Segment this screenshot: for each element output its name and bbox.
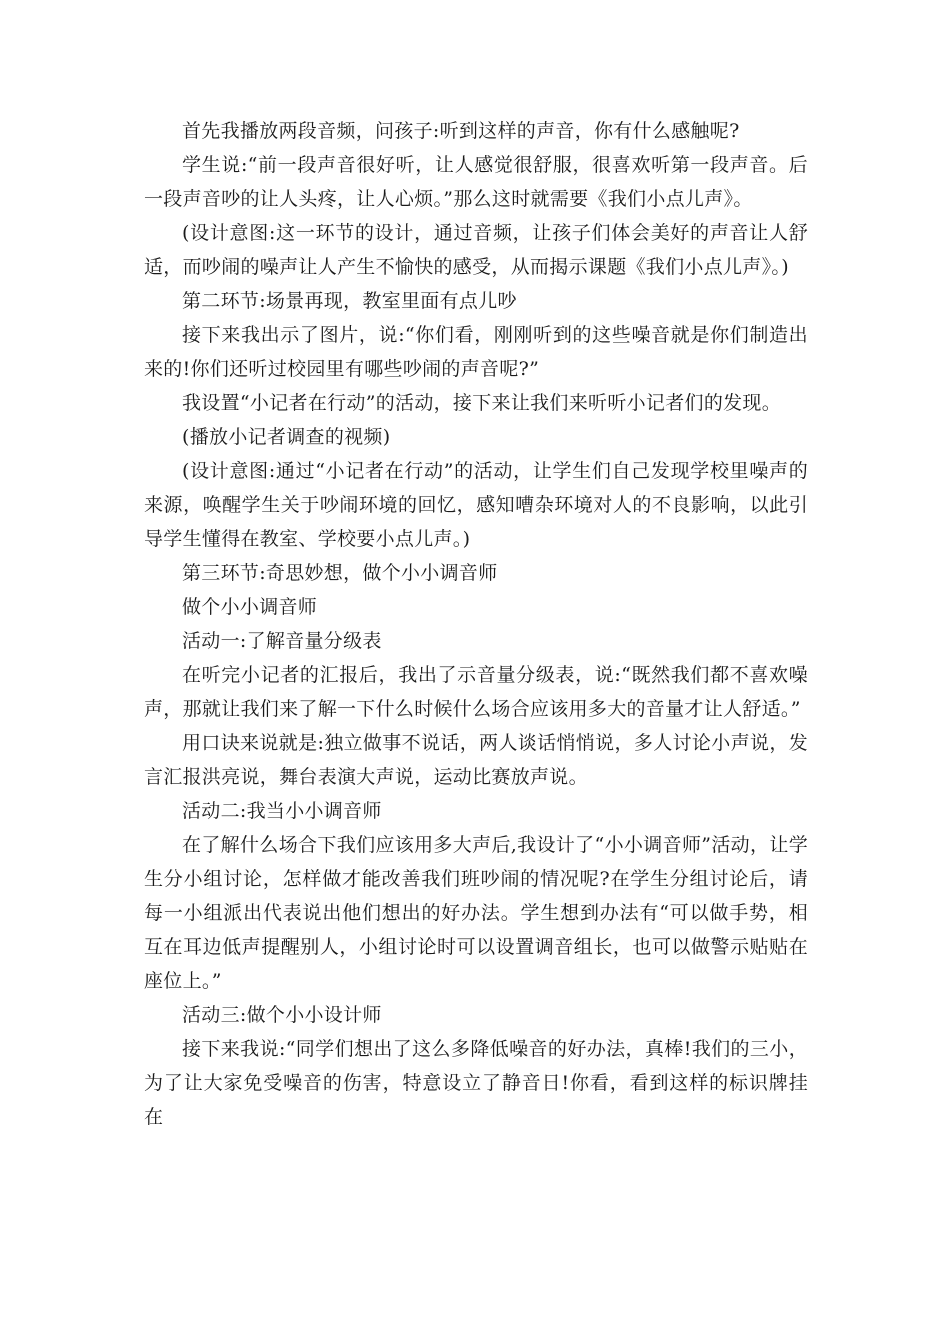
paragraph: (播放小记者调查的视频) [182, 426, 391, 448]
paragraph: 接下来我出示了图片，说:“你们看，刚刚听到的这些噪音就是你们制造出来的!你们还听过校园里有哪些吵闹的声音呢?” [144, 324, 808, 380]
paragraph: 在了解什么场合下我们应该用多大声后,我设计了“小小调音师”活动，让学生分小组讨论，怎样做才能改善我们班吵闹的情况呢?在学生分组讨论后，请每一小组派出代表说出他们想出的好办法。学生想到办法有“可以做手势，相互在耳边低声提醒别人，小组讨论时可以设置调音组长，也可以做警示贴贴在座位上。” [144, 834, 808, 992]
section-heading: 第三环节:奇思妙想，做个小小调音师 [182, 562, 498, 584]
paragraph: 接下来我说:“同学们想出了这么多降低噪音的好办法，真棒!我们的三小，为了让大家免受噪音的伤害，特意设立了静音日!你看，看到这样的标识牌挂在 [144, 1038, 808, 1128]
paragraph: 在听完小记者的汇报后，我出了示音量分级表，说:“既然我们都不喜欢噪声，那就让我们来了解一下什么时候什么场合应该用多大的音量才让人舒适。” [144, 664, 808, 720]
paragraph: 首先我播放两段音频，问孩子:听到这样的声音，你有什么感触呢? [182, 120, 740, 142]
activity-heading: 活动三:做个小小设计师 [182, 1004, 382, 1026]
paragraph: (设计意图:这一环节的设计，通过音频，让孩子们体会美好的声音让人舒适，而吵闹的噪声让人产生不愉快的感受，从而揭示课题《我们小点儿声》。) [144, 222, 808, 278]
paragraph: 用口诀来说就是:独立做事不说话，两人谈话悄悄说，多人讨论小声说，发言汇报洪亮说，舞台表演大声说，运动比赛放声说。 [144, 732, 808, 788]
paragraph: 学生说:“前一段声音很好听，让人感觉很舒服，很喜欢听第一段声音。后一段声音吵的让人头疼，让人心烦。”那么这时就需要《我们小点儿声》。 [144, 154, 808, 210]
paragraph: (设计意图:通过“小记者在行动”的活动，让学生们自己发现学校里噪声的来源，唤醒学生关于吵闹环境的回忆，感知嘈杂环境对人的不良影响，以此引导学生懂得在教室、学校要小点儿声。) [144, 460, 808, 550]
paragraph: 做个小小调音师 [182, 596, 318, 618]
section-heading: 第二环节:场景再现，教室里面有点儿吵 [182, 290, 517, 312]
paragraph: 我设置“小记者在行动”的活动，接下来让我们来听听小记者们的发现。 [182, 392, 782, 414]
activity-heading: 活动一:了解音量分级表 [182, 630, 382, 652]
activity-heading: 活动二:我当小小调音师 [182, 800, 382, 822]
document-body [144, 114, 808, 1134]
